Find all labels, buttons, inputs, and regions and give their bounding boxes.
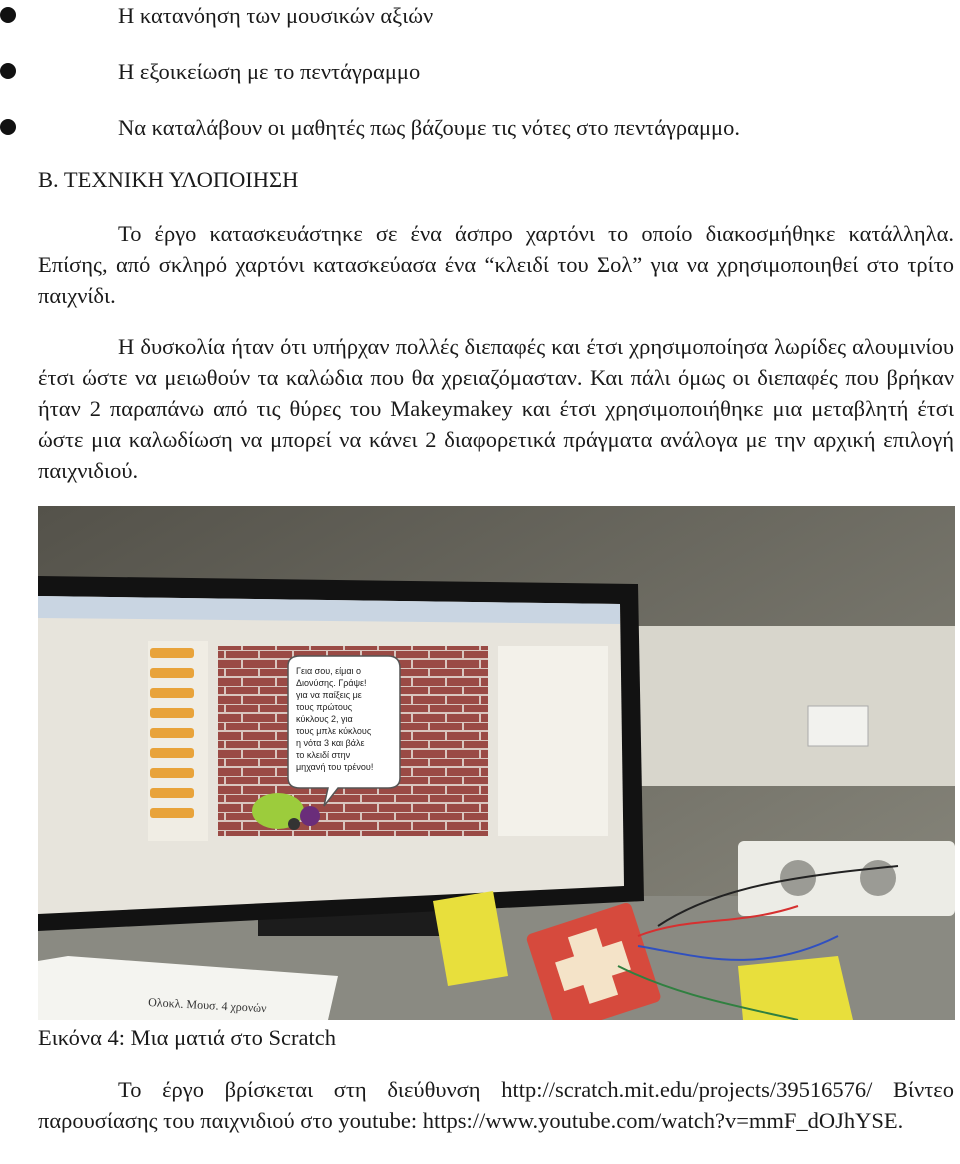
bullet-text: Η κατανόηση των μουσικών αξιών: [118, 3, 434, 28]
bullet-item: [0, 0, 960, 56]
power-strip: [738, 841, 955, 916]
paragraph-difficulty: Η δυσκολία ήταν ότι υπήρχαν πολλές διεπαφές και έτσι χρησιμοποίησα λωρίδες αλουμινίου έτσι ώστε να μειωθούν τα καλώδια που θα χρειαζόμασταν. Και πάλι όμως οι διεπαφές που βρήκαν ήταν 2 παραπάνω από τις θύρες του Makeymakey και έτσι χρησιμοποιήθηκε μια μεταβλητή έτσι ώστε μια καλωδίωση να μπορεί να κάνει 2 διαφορετικά πράγματα ανάλογα με την αρχική επιλογή παιχνιδιού.: [38, 334, 954, 483]
paragraph-links: Το έργο βρίσκεται στη διεύθυνση http://scratch.mit.edu/projects/39516576/ Βίντεο παρουσίασης του παιχνιδιού στο youtube: https://www.youtube.com/watch?v=mmF_dOJhYSE.: [38, 1077, 954, 1133]
right-wall-panel: [638, 626, 955, 786]
svg-text:Γεια σου, είμαι ο: Γεια σου, είμαι ο: [296, 666, 362, 676]
svg-text:η νότα 3 και βάλε: η νότα 3 και βάλε: [296, 738, 365, 748]
wall-socket: [808, 706, 868, 746]
scratch-sprite-panel: [498, 646, 608, 836]
svg-text:για να παίξεις με: για να παίξεις με: [296, 690, 362, 700]
bullet-dot-icon: [0, 7, 16, 23]
paragraph-construction: Το έργο κατασκευάστηκε σε ένα άσπρο χαρτόνι το οποίο διακοσμήθηκε κατάλληλα. Επίσης, από σκληρό χαρτόνι κατασκεύασα ένα “κλειδί του Σολ” για να χρησιμοποιηθεί στο τρίτο παιχνίδι.: [38, 221, 954, 308]
svg-text:τους μπλε κύκλους: τους μπλε κύκλους: [296, 726, 372, 736]
bullet-dot-icon: [0, 119, 16, 135]
figure-caption: Εικόνα 4: Μια ματιά στο Scratch: [38, 1025, 336, 1050]
bullet-item: [0, 56, 960, 112]
svg-text:τους πρώτους: τους πρώτους: [296, 702, 353, 712]
socket: [860, 860, 896, 896]
paper-handwriting: Ολοκλ. Μουσ. 4 χρονών: [147, 995, 267, 1016]
bullet-dot-icon: [0, 63, 16, 79]
svg-text:μηχανή του τρένου!: μηχανή του τρένου!: [296, 762, 374, 772]
bullet-item: [0, 112, 960, 168]
bullet-text: Η εξοικείωση με το πεντάγραμμο: [118, 59, 421, 84]
scratch-photo-illustration: [38, 506, 955, 1020]
bullet-list: [0, 0, 960, 168]
svg-text:το κλειδί στην: το κλειδί στην: [296, 750, 351, 760]
bullet-text: Να καταλάβουν οι μαθητές πως βάζουμε τις νότες στο πεντάγραμμο.: [118, 115, 740, 140]
scratch-photo: [38, 506, 955, 1020]
section-heading: Β. ΤΕΧΝΙΚΗ ΥΛΟΠΟΙΗΣΗ: [38, 167, 299, 192]
svg-text:Διονύσης. Γράψε!: Διονύσης. Γράψε!: [296, 678, 367, 688]
svg-text:κύκλους 2, για: κύκλους 2, για: [296, 714, 353, 724]
